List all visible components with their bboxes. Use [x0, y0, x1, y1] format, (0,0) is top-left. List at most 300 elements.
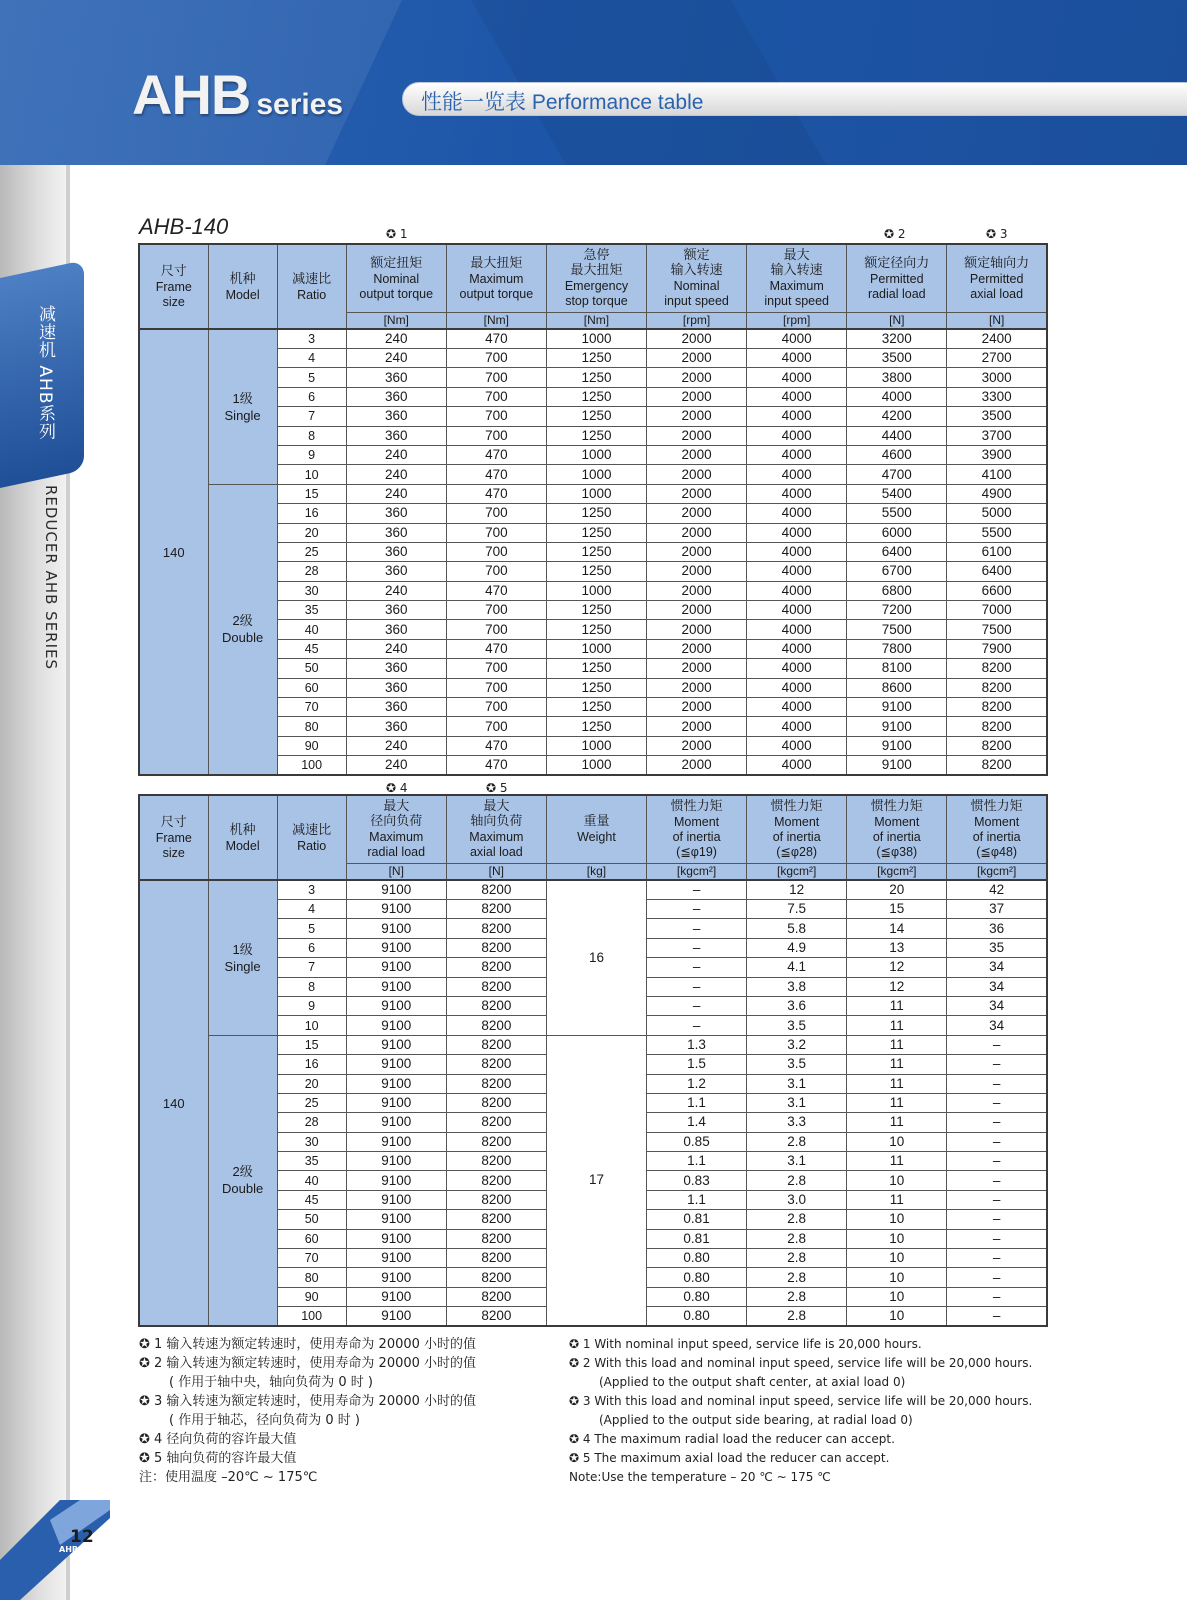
column-header: [346, 795, 446, 863]
unit-header: [Nm]: [346, 312, 446, 329]
value-cell: 6800: [847, 581, 947, 600]
value-cell: 700: [446, 426, 546, 445]
ratio-cell: 45: [277, 639, 346, 658]
value-cell: 1250: [546, 368, 646, 387]
table-row: [139, 880, 1047, 900]
value-cell: 360: [346, 698, 446, 717]
note-mark-4: ✪ 4: [386, 781, 408, 795]
value-cell: 1.1: [647, 1093, 747, 1112]
value-cell: 2000: [647, 542, 747, 561]
value-cell: –: [947, 1307, 1047, 1327]
weight-cell: 16: [546, 880, 646, 1035]
value-cell: 4100: [947, 465, 1047, 484]
value-cell: 240: [346, 484, 446, 503]
value-cell: 9100: [346, 1152, 446, 1171]
note-line: 注：使用温度 –20℃ ~ 175℃: [139, 1470, 318, 1485]
ratio-cell: 9: [277, 996, 346, 1015]
header-en: Permitted: [870, 271, 924, 286]
value-cell: 4000: [747, 562, 847, 581]
value-cell: 10: [847, 1171, 947, 1190]
ratio-cell: 60: [277, 678, 346, 697]
ratio-cell: 40: [277, 620, 346, 639]
model-cn: 2级: [232, 1164, 253, 1180]
value-cell: 2000: [647, 523, 747, 542]
value-cell: 0.81: [647, 1229, 747, 1248]
value-cell: 4000: [747, 698, 847, 717]
value-cell: 11: [847, 1016, 947, 1035]
ratio-cell: 80: [277, 1268, 346, 1287]
model-en: Double: [221, 630, 264, 646]
value-cell: 9100: [346, 880, 446, 900]
value-cell: 2000: [647, 349, 747, 368]
page-corner-icon: [0, 1500, 110, 1600]
frame-size-cell: 140: [139, 329, 208, 775]
value-cell: 34: [947, 996, 1047, 1015]
value-cell: 360: [346, 504, 446, 523]
value-cell: 6000: [847, 523, 947, 542]
value-cell: 2000: [647, 601, 747, 620]
header-en: Model: [225, 287, 260, 302]
value-cell: 700: [446, 542, 546, 561]
value-cell: 1250: [546, 562, 646, 581]
value-cell: –: [947, 1210, 1047, 1229]
value-cell: 2000: [647, 659, 747, 678]
value-cell: 9100: [346, 1055, 446, 1074]
value-cell: 8200: [446, 1055, 546, 1074]
note-line: (Applied to the output side bearing, at radial load 0): [599, 1413, 913, 1427]
header-cn: 最大 轴向负荷: [470, 798, 523, 829]
header-en: Permitted: [969, 271, 1024, 286]
value-cell: 700: [446, 601, 546, 620]
value-cell: 4600: [847, 445, 947, 464]
value-cell: 4000: [747, 523, 847, 542]
value-cell: 360: [346, 407, 446, 426]
header-cn: 尺寸: [160, 814, 187, 829]
value-cell: 4000: [747, 349, 847, 368]
value-cell: 8200: [446, 1093, 546, 1112]
note-line: ✪ 2 With this load and nominal input speed, service life will be 20,000 hours.: [569, 1356, 1033, 1370]
model-cn: 1级: [232, 390, 253, 406]
value-cell: 4000: [747, 639, 847, 658]
ratio-cell: 20: [277, 1074, 346, 1093]
value-cell: 5500: [847, 504, 947, 523]
column-header: [847, 244, 947, 312]
notes-chinese: [139, 1335, 476, 1487]
value-cell: 8200: [446, 1152, 546, 1171]
value-cell: 1250: [546, 426, 646, 445]
header-cn: 最大扭矩: [470, 254, 523, 270]
header-cn: 惯性力矩: [870, 798, 923, 814]
page-number: 12: [70, 1527, 94, 1547]
ratio-cell: 6: [277, 387, 346, 406]
header-en: Moment of inertia: [872, 815, 921, 845]
ratio-cell: 20: [277, 523, 346, 542]
note-mark-3: ✪ 3: [986, 227, 1008, 241]
value-cell: 4.1: [747, 958, 847, 977]
unit-header: [kg]: [546, 863, 646, 880]
value-cell: 240: [346, 756, 446, 776]
value-cell: 2.8: [747, 1229, 847, 1248]
value-cell: 2000: [647, 329, 747, 349]
value-cell: –: [947, 1035, 1047, 1054]
value-cell: 8200: [947, 678, 1047, 697]
value-cell: 11: [847, 1074, 947, 1093]
header-en: (≦φ19): [676, 845, 717, 860]
header-en: Frame: [155, 280, 192, 294]
model-cn: 1级: [232, 941, 253, 957]
header-en: Maximum: [469, 830, 524, 845]
model-cell: [208, 880, 277, 1035]
note-line: ✪ 3 With this load and nominal input speed, service life will be 20,000 hours.: [569, 1394, 1033, 1408]
value-cell: 2000: [647, 562, 747, 581]
value-cell: 9100: [847, 717, 947, 736]
value-cell: 12: [747, 880, 847, 900]
value-cell: 7800: [847, 639, 947, 658]
value-cell: 240: [346, 639, 446, 658]
value-cell: 6700: [847, 562, 947, 581]
value-cell: 2000: [647, 639, 747, 658]
value-cell: 4000: [747, 678, 847, 697]
value-cell: 1.1: [647, 1152, 747, 1171]
value-cell: 470: [446, 329, 546, 349]
value-cell: 6400: [947, 562, 1047, 581]
value-cell: 4000: [747, 387, 847, 406]
value-cell: 4000: [747, 620, 847, 639]
value-cell: 240: [346, 736, 446, 755]
ratio-cell: 7: [277, 407, 346, 426]
brand-suffix: series: [256, 88, 344, 121]
value-cell: 2000: [647, 698, 747, 717]
value-cell: 4000: [747, 368, 847, 387]
value-cell: 4200: [847, 407, 947, 426]
value-cell: 4000: [747, 407, 847, 426]
value-cell: 2000: [647, 736, 747, 755]
value-cell: 4000: [747, 717, 847, 736]
value-cell: 7500: [947, 620, 1047, 639]
brand-logo: [132, 62, 343, 127]
ratio-cell: 80: [277, 717, 346, 736]
header-en: Ratio: [297, 287, 327, 302]
value-cell: 4000: [747, 581, 847, 600]
column-header: [446, 795, 546, 863]
value-cell: 8200: [446, 1132, 546, 1151]
value-cell: 8200: [947, 717, 1047, 736]
value-cell: 3700: [947, 426, 1047, 445]
header-cn: 惯性力矩: [970, 798, 1023, 814]
value-cell: 6400: [847, 542, 947, 561]
title-bar: [402, 82, 1187, 116]
value-cell: 8200: [446, 977, 546, 996]
value-cell: 8200: [446, 1287, 546, 1306]
header-en: Weight: [577, 830, 616, 845]
header-cn: 额定 输入转速: [670, 247, 723, 278]
value-cell: 8600: [847, 678, 947, 697]
value-cell: 37: [947, 900, 1047, 919]
value-cell: 9100: [346, 1093, 446, 1112]
header-en: Ratio: [297, 838, 327, 853]
value-cell: 4000: [747, 504, 847, 523]
side-tab-label: 减速机 AHB系列: [35, 305, 55, 441]
value-cell: 1250: [546, 504, 646, 523]
unit-header: [Nm]: [446, 312, 546, 329]
ratio-cell: 7: [277, 958, 346, 977]
note-mark-1: ✪ 1: [386, 227, 408, 241]
header-en: Maximum: [469, 271, 524, 286]
value-cell: –: [647, 900, 747, 919]
ratio-cell: 28: [277, 562, 346, 581]
value-cell: –: [947, 1229, 1047, 1248]
value-cell: 700: [446, 407, 546, 426]
ratio-cell: 3: [277, 880, 346, 900]
value-cell: 9100: [847, 756, 947, 776]
value-cell: 34: [947, 958, 1047, 977]
note-line: ✪ 1 With nominal input speed, service life is 20,000 hours.: [569, 1337, 922, 1351]
header-en: Moment of inertia: [672, 815, 721, 845]
value-cell: 8200: [446, 1113, 546, 1132]
ratio-cell: 5: [277, 368, 346, 387]
value-cell: 1000: [546, 484, 646, 503]
value-cell: 360: [346, 601, 446, 620]
note-line: ✪ 5 轴向负荷的容许最大值: [139, 1451, 297, 1466]
value-cell: 1000: [546, 736, 646, 755]
header-en: Emergency: [564, 279, 629, 294]
value-cell: 9100: [346, 1210, 446, 1229]
value-cell: 5500: [947, 523, 1047, 542]
column-header: [446, 244, 546, 312]
value-cell: 1250: [546, 407, 646, 426]
column-header: [277, 795, 346, 880]
header-en: Model: [225, 838, 260, 853]
value-cell: 2.8: [747, 1287, 847, 1306]
note-line: ✪ 4 The maximum radial load the reducer can accept.: [569, 1432, 895, 1446]
note-line: ✪ 4 径向负荷的容许最大值: [139, 1432, 297, 1447]
value-cell: 7000: [947, 601, 1047, 620]
value-cell: 8200: [446, 958, 546, 977]
value-cell: 8200: [446, 919, 546, 938]
value-cell: 8200: [446, 938, 546, 957]
value-cell: 2000: [647, 717, 747, 736]
value-cell: 700: [446, 387, 546, 406]
value-cell: 240: [346, 349, 446, 368]
notes-english: [569, 1335, 1032, 1487]
value-cell: 360: [346, 678, 446, 697]
ratio-cell: 28: [277, 1113, 346, 1132]
value-cell: 2000: [647, 620, 747, 639]
value-cell: –: [647, 958, 747, 977]
value-cell: 4000: [747, 426, 847, 445]
header-cn: 最大 输入转速: [770, 247, 823, 278]
value-cell: 9100: [346, 1268, 446, 1287]
ratio-cell: 15: [277, 484, 346, 503]
ratio-cell: 25: [277, 542, 346, 561]
value-cell: 2000: [647, 581, 747, 600]
value-cell: 13: [847, 938, 947, 957]
ratio-cell: 3: [277, 329, 346, 349]
value-cell: 360: [346, 562, 446, 581]
value-cell: 3800: [847, 368, 947, 387]
value-cell: 3.1: [747, 1093, 847, 1112]
value-cell: 2000: [647, 465, 747, 484]
value-cell: 4000: [747, 542, 847, 561]
value-cell: 360: [346, 717, 446, 736]
header-en: (≦φ48): [976, 845, 1018, 860]
value-cell: –: [647, 919, 747, 938]
value-cell: 470: [446, 639, 546, 658]
value-cell: –: [947, 1287, 1047, 1306]
header-cn: 惯性力矩: [670, 798, 723, 814]
performance-table-1: [138, 243, 1048, 776]
unit-header: [N]: [446, 863, 546, 880]
value-cell: 11: [847, 1093, 947, 1112]
ratio-cell: 16: [277, 1055, 346, 1074]
model-cn: 2级: [232, 613, 253, 629]
header-en: input speed: [764, 294, 829, 309]
value-cell: 4000: [847, 387, 947, 406]
value-cell: 0.83: [647, 1171, 747, 1190]
header-en: size: [162, 846, 185, 860]
value-cell: 9100: [346, 900, 446, 919]
value-cell: 10: [847, 1132, 947, 1151]
header-cn: 机种: [229, 270, 256, 286]
value-cell: 1.2: [647, 1074, 747, 1093]
value-cell: 8200: [446, 1249, 546, 1268]
value-cell: 4000: [747, 601, 847, 620]
ratio-cell: 6: [277, 938, 346, 957]
value-cell: 1250: [546, 620, 646, 639]
column-header: [208, 795, 277, 880]
value-cell: 4000: [747, 736, 847, 755]
ratio-cell: 100: [277, 756, 346, 776]
table-row: [139, 484, 1047, 503]
value-cell: 14: [847, 919, 947, 938]
value-cell: 8200: [446, 1190, 546, 1209]
model-cell: [208, 329, 277, 484]
value-cell: 1250: [546, 678, 646, 697]
value-cell: 35: [947, 938, 1047, 957]
value-cell: 2000: [647, 426, 747, 445]
value-cell: 9100: [346, 1287, 446, 1306]
weight-cell: 17: [546, 1035, 646, 1326]
ratio-cell: 50: [277, 1210, 346, 1229]
note-line: ✪ 5 The maximum axial load the reducer can accept.: [569, 1451, 890, 1465]
header-cn: 惯性力矩: [770, 798, 823, 814]
value-cell: 1250: [546, 659, 646, 678]
value-cell: 9100: [346, 1113, 446, 1132]
note-line: (Applied to the output shaft center, at axial load 0): [599, 1375, 906, 1389]
value-cell: 1000: [546, 465, 646, 484]
value-cell: 2000: [647, 407, 747, 426]
value-cell: 6600: [947, 581, 1047, 600]
unit-header: [kgcm²]: [947, 863, 1047, 880]
value-cell: 7.5: [747, 900, 847, 919]
value-cell: 2700: [947, 349, 1047, 368]
ratio-cell: 25: [277, 1093, 346, 1112]
unit-header: [N]: [947, 312, 1047, 329]
header-row: [139, 795, 1047, 863]
header-en: Nominal: [373, 271, 420, 286]
header-en: input speed: [664, 294, 729, 309]
ratio-cell: 10: [277, 465, 346, 484]
value-cell: 700: [446, 368, 546, 387]
value-cell: 0.81: [647, 1210, 747, 1229]
column-header: [947, 244, 1047, 312]
header-en: output torque: [359, 286, 434, 301]
value-cell: 9100: [346, 1035, 446, 1054]
unit-header: [kgcm²]: [647, 863, 747, 880]
value-cell: 4700: [847, 465, 947, 484]
value-cell: 8200: [446, 1171, 546, 1190]
value-cell: 1000: [546, 639, 646, 658]
value-cell: –: [947, 1152, 1047, 1171]
ratio-cell: 10: [277, 1016, 346, 1035]
column-header: [647, 244, 747, 312]
value-cell: 1.4: [647, 1113, 747, 1132]
value-cell: 12: [847, 977, 947, 996]
value-cell: 360: [346, 368, 446, 387]
value-cell: 1000: [546, 581, 646, 600]
value-cell: –: [647, 996, 747, 1015]
ratio-cell: 8: [277, 977, 346, 996]
value-cell: 8100: [847, 659, 947, 678]
value-cell: –: [947, 1190, 1047, 1209]
ratio-cell: 15: [277, 1035, 346, 1054]
value-cell: 4400: [847, 426, 947, 445]
value-cell: 2.8: [747, 1210, 847, 1229]
value-cell: 3.2: [747, 1035, 847, 1054]
value-cell: 470: [446, 756, 546, 776]
header-en: Moment of inertia: [772, 815, 821, 845]
value-cell: 360: [346, 659, 446, 678]
value-cell: 7500: [847, 620, 947, 639]
value-cell: 2000: [647, 678, 747, 697]
value-cell: 1250: [546, 523, 646, 542]
model-en: Single: [224, 958, 261, 974]
value-cell: 9100: [346, 1229, 446, 1248]
value-cell: 240: [346, 465, 446, 484]
value-cell: 10: [847, 1229, 947, 1248]
header-cn: 减速比: [292, 270, 332, 286]
value-cell: 9100: [346, 1307, 446, 1327]
value-cell: 4000: [747, 756, 847, 776]
column-header: [947, 795, 1047, 863]
value-cell: 3000: [947, 368, 1047, 387]
ratio-cell: 90: [277, 1287, 346, 1306]
value-cell: 8200: [446, 996, 546, 1015]
value-cell: 2000: [647, 368, 747, 387]
value-cell: 3500: [947, 407, 1047, 426]
page-title: 性能一览表 Performance table: [421, 91, 704, 114]
ratio-cell: 45: [277, 1190, 346, 1209]
value-cell: 2000: [647, 484, 747, 503]
header-cn: 重量: [583, 813, 610, 829]
value-cell: 11: [847, 1190, 947, 1209]
value-cell: 240: [346, 581, 446, 600]
value-cell: 1250: [546, 542, 646, 561]
value-cell: 470: [446, 465, 546, 484]
value-cell: 15: [847, 900, 947, 919]
value-cell: 8200: [947, 736, 1047, 755]
value-cell: 0.80: [647, 1307, 747, 1327]
note-line: ( 作用于轴芯，径向负荷为 0 时 ): [169, 1413, 360, 1428]
value-cell: 12: [847, 958, 947, 977]
value-cell: –: [947, 1055, 1047, 1074]
ratio-cell: 8: [277, 426, 346, 445]
value-cell: 9100: [346, 1132, 446, 1151]
performance-table-2: [138, 794, 1048, 1327]
header-row: [139, 244, 1047, 312]
value-cell: 8200: [947, 756, 1047, 776]
value-cell: 9100: [346, 958, 446, 977]
